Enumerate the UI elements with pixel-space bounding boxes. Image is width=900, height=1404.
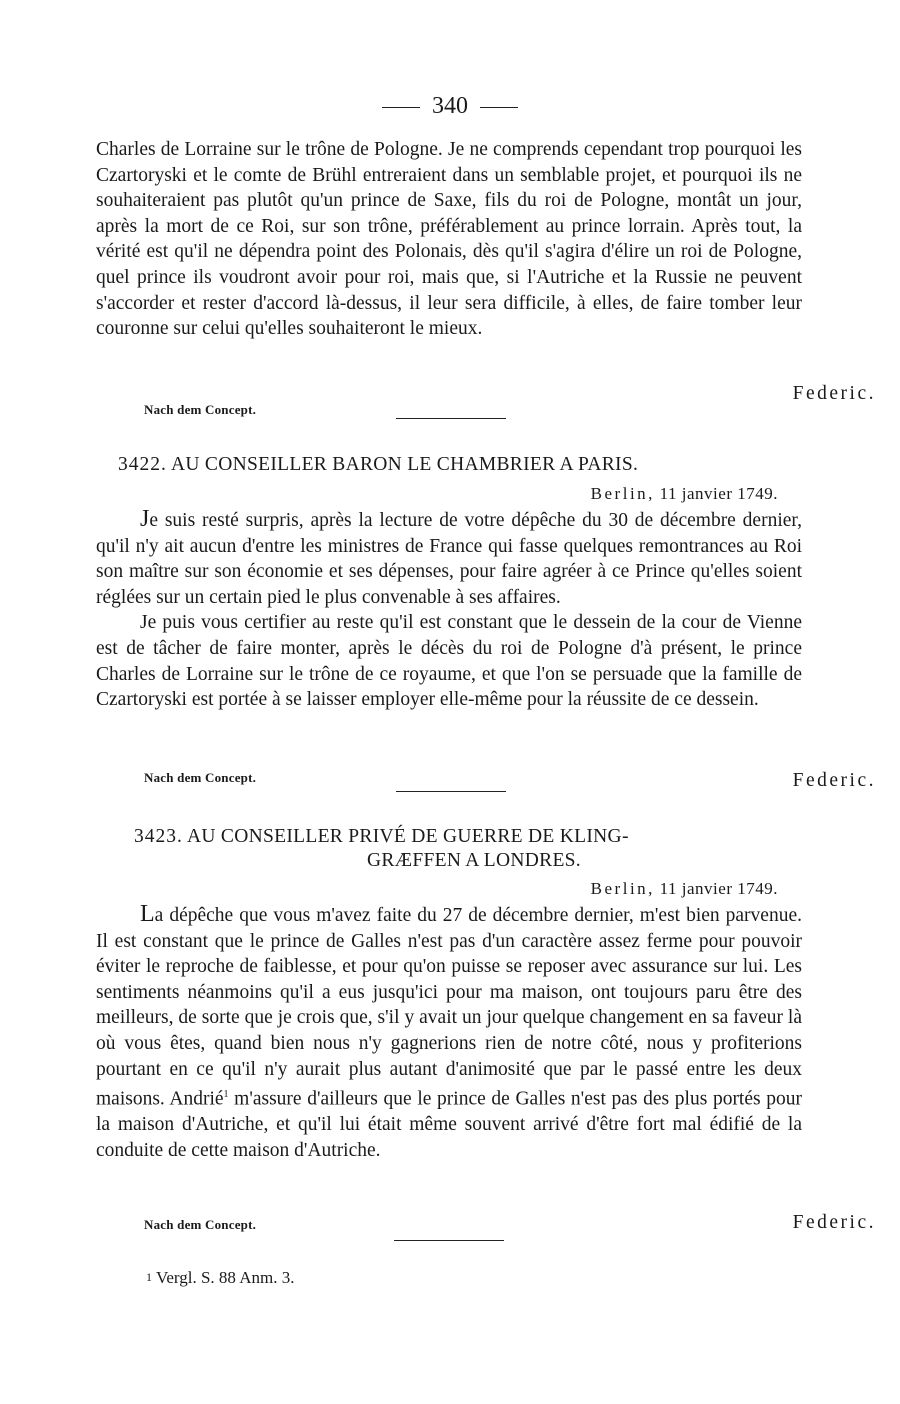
page-number-dash-right [480,107,518,108]
letter-3422-source-note: Nach dem Concept. [144,770,257,785]
letter-3423-heading-line-1 [134,825,774,849]
letter-3422-heading [118,453,824,477]
letter-3423-signature: Federic. [792,1212,876,1233]
intro-paragraph: Charles de Lorraine sur le trône de Pologne. Je ne comprends cependant trop pourquoi les Czartoryski et le comte de Brühl entreraient dans un semblable projet, et pourquoi ils ne souhaiteraient pas plutôt qu'un prince de Saxe, fils du roi de Pologne, montât un jour, après la mort de ce Roi, sur son trône, préférablement au prince lorrain. Après tout, la vérité est qu'il ne dépendra point des Polonais, dès qu'il s'agira d'élire un roi de Pologne, quel prince ils voudront avoir pour roi, mais que, si l'Autriche et la Russie ne peuvent s'accorder et rester d'accord là-dessus, il leur sera difficile, à elles, de faire tomber leur couronne sur celui qu'elles souhaiteront le mieux. [96,139,802,340]
letter-3423-heading [134,825,774,873]
letter-3423-paragraph-1-text-b: m'assure d'ailleurs que le prince de Galles n'est pas des plus portés pour la maison d'Autriche, et qu'il lui était même souvent arrivé d'être fort mal édifié de la conduite de cette maison d'Autriche. [96,1088,802,1161]
letter-3423-title-line-2: GRÆFFEN A LONDRES. [367,850,581,871]
letter-3423-paragraph-1-text-a: a dépêche que vous m'avez faite du 27 de décembre dernier, m'est bien parvenue. Il est constant que le prince de Galles n'est pas d'un caractère assez ferme pour pouvoir éviter le reproche de faiblesse, et pour qu'on puisse se reposer avec assurance sur lui. Les sentiments néanmoins qu'il a eus jusqu'ici pour ma maison, ont toujours paru être des meilleurs, de sorte que je crois que, s'il y avait un jour quelque changement en sa faveur là où vous êtes, quand bien nous n'y gagnerions rien de notre côté, nous y profiterions pourtant en ce qu'il n'y aurait plus autant d'animosité que par le passé entre les deux maisons. Andrié [96,905,802,1110]
letter-3422-initial: J [140,506,150,532]
section-divider-2 [396,791,506,792]
letter-3422-signature: Federic. [792,770,876,791]
page-number [0,92,900,120]
letter-3422-paragraph-1 [96,507,802,610]
letter-3423-dateline [591,879,778,899]
letter-3423-paragraph-1 [96,902,802,1163]
letter-3422-body [96,507,802,713]
section-divider-3 [394,1240,504,1241]
letter-3423-initial: L [140,901,155,927]
letter-3422-date-city: Berlin, [590,484,655,503]
footnote-text: Vergl. S. 88 Anm. 3. [155,1268,295,1287]
letter-3422-dateline [591,484,778,504]
footnote-mark: 1 [146,1270,152,1284]
letter-3422-paragraph-2: Je puis vous certifier au reste qu'il est constant que le dessein de la cour de Vienne est de tâcher de faire monter, après le décès du roi de Pologne d'à présent, le prince Charles de Lorraine sur le trône de ce royaume, et que l'on se persuade que la famille de Czartoryski est portée à se laisser employer elle-même pour la réussite de ce dessein. [96,612,802,711]
letter-3422-title: AU CONSEILLER BARON LE CHAMBRIER A PARIS. [170,454,639,475]
intro-source-note: Nach dem Concept. [144,402,257,417]
letter-3422-paragraph-1-text: e suis resté surpris, après la lecture de votre dépêche du 30 de décembre dernier, qu'il n'y ait aucun d'entre les ministres de France qui fasse quelques remontrances au Roi son maître sur son économie et ses dépenses, pour faire agréer à ce Prince qu'elles soient réglées sur un certain pied le plus convenable à ses affaires. [96,510,802,608]
letter-3423-date: 11 janvier 1749. [659,879,778,898]
intro-section [96,137,802,342]
letter-3422-date: 11 janvier 1749. [659,484,778,503]
letter-3423-source-note: Nach dem Concept. [144,1217,257,1232]
letter-3423-number: 3423. [134,826,183,847]
footnote-reference[interactable]: 1 [223,1089,229,1101]
intro-signature: Federic. [792,383,876,404]
letter-3423-heading-line-2 [134,849,774,873]
letter-3423-body [96,902,802,1163]
letter-3423-title-line-1: AU CONSEILLER PRIVÉ DE GUERRE DE KLING- [186,826,629,847]
page-number-dash-left [382,107,420,108]
page-number-text: 340 [432,93,468,119]
footnote [146,1268,295,1288]
letter-3423-date-city: Berlin, [590,879,655,898]
letter-3422-number: 3422. [118,454,167,475]
section-divider-1 [396,418,506,419]
